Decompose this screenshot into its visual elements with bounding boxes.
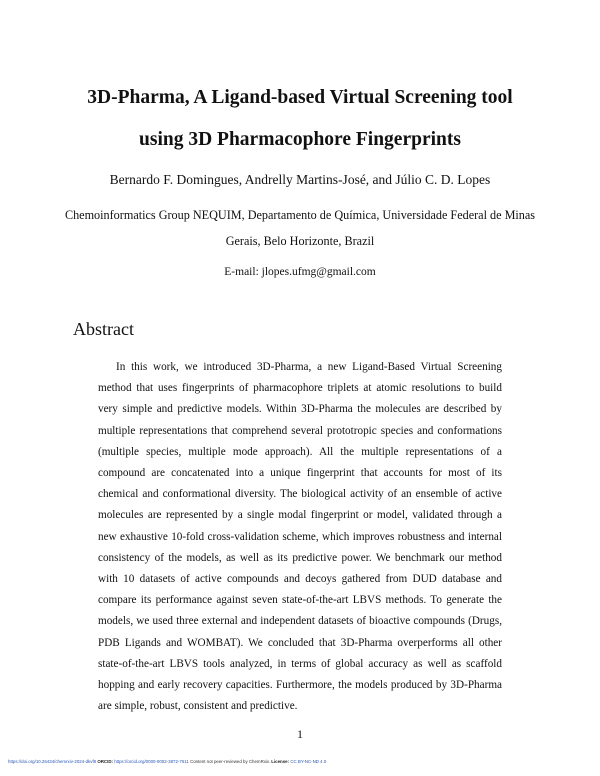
orcid-label: ORCID: xyxy=(97,759,113,764)
affiliation-line-1: Chemoinformatics Group NEQUIM, Departamento de Química, Universidade Federal de Minas xyxy=(64,208,536,222)
author-list: Bernardo F. Domingues, Andrelly Martins-José, and Júlio C. D. Lopes xyxy=(109,172,491,187)
affiliation-line-2: Gerais, Belo Horizonte, Brazil xyxy=(225,234,375,248)
license-label: License: xyxy=(271,759,290,764)
review-note: Content not peer-reviewed by ChemRxiv. xyxy=(190,759,271,764)
paper-title-line-1: 3D-Pharma, A Ligand-based Virtual Screening tool xyxy=(87,87,513,108)
page-number: 1 xyxy=(297,727,303,741)
abstract-body: In this work, we introduced 3D-Pharma, a new Ligand-Based Virtual Screening method that uses fingerprints of pharmacophore triplets at atomic resolutions to build very simple and predictive models. Within 3D-Pharma the molecules are described by multiple representations that comprehend several prototropic species and conformations (multiple species, multiple mode approach). All the multiple representations of a compound are concatenated into a unique fingerprint that accounts for most of its chemical and conformational diversity. The biological activity of an ensemble of active molecules are represented by a single modal fingerprint or model, validated through a new exhaustive 10-fold cross-validation scheme, which improves robustness and internal consistency of the models, as well as its predictive power. We benchmark our method with 10 datasets of active compounds and decoys gathered from DUD database and compare its performance against seven state-of-the-art LBVS methods. To generate the models, we used three external and independent datasets of bioactive compounds (Drugs, PDB Ligands and WOMBAT). We concluded that 3D-Pharma overperforms all other state-of-the-art LBVS tools analyzed, in terms of global accuracy as well as scaffold hopping and early recovery capacities. Furthermore, the models produced by 3D-Pharma are simple, robust, consistent and predictive. xyxy=(98,361,502,713)
doi-link[interactable]: https://doi.org/10.26434/chemrxiv-2024-dkvf8 xyxy=(8,759,97,764)
abstract-heading: Abstract xyxy=(73,319,134,339)
contact-email: E-mail: jlopes.ufmg@gmail.com xyxy=(224,266,376,278)
preprint-footer xyxy=(8,759,592,765)
license-link[interactable]: CC BY-NC-ND 4.0 xyxy=(290,759,327,764)
orcid-link[interactable]: https://orcid.org/0000-0002-3872-7611 xyxy=(114,759,189,764)
paper-title-line-2: using 3D Pharmacophore Fingerprints xyxy=(139,129,461,150)
